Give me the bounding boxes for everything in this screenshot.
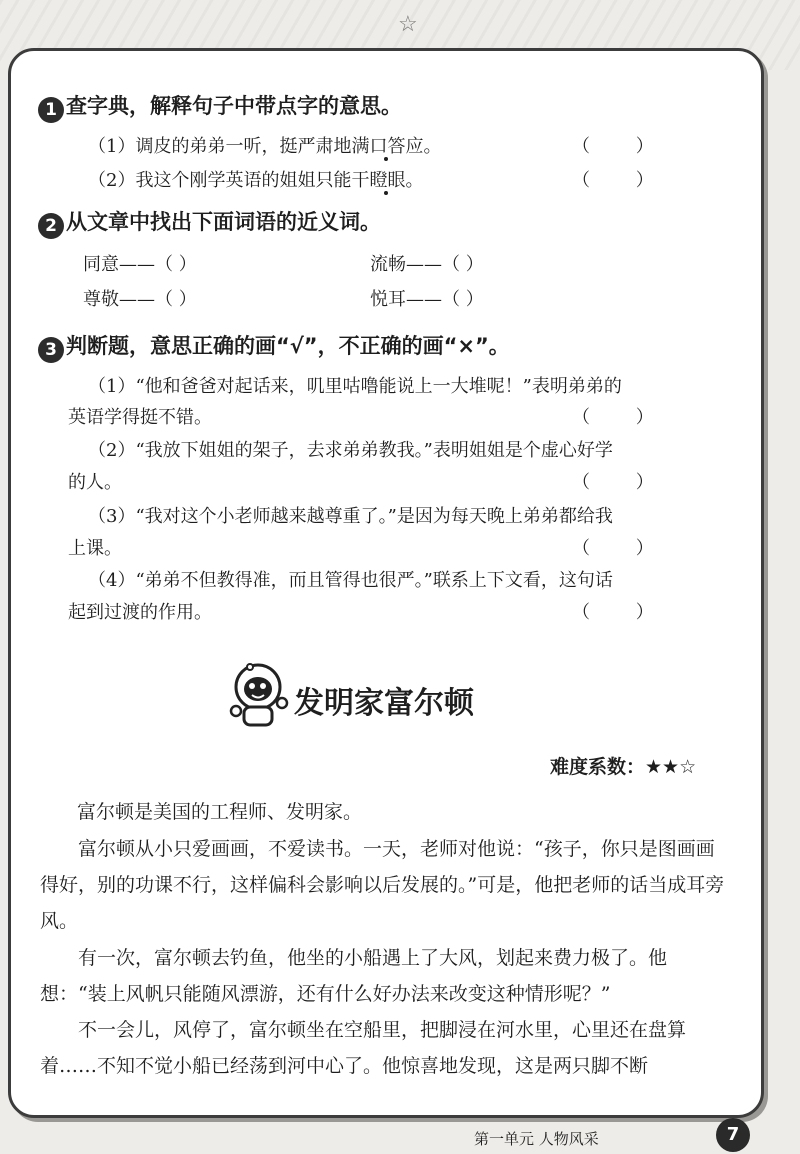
q3-answer-blank-4[interactable]: （ ）	[572, 602, 654, 623]
astronaut-mascot-icon	[228, 655, 290, 731]
difficulty-stars-icon: ★★☆	[645, 756, 697, 778]
q3-item-3-line1: （3）“我对这个小老师越来越尊重了。”是因为每天晚上弟弟都给我	[88, 506, 613, 527]
q1-answer-blank-2[interactable]: （ ）	[572, 170, 654, 191]
q3-answer-blank-3[interactable]: （ ）	[572, 538, 654, 559]
q2-pair-3[interactable]: 尊敬——（ ）	[83, 289, 197, 310]
q3-item-2-line2: 的人。	[68, 472, 122, 493]
q3-item-4-line2: 起到过渡的作用。	[68, 602, 212, 623]
q2-title: 从文章中找出下面词语的近义词。	[66, 210, 381, 234]
q3-item-2-line1: （2）“我放下姐姐的架子，去求弟弟教我。”表明姐姐是个虚心好学	[88, 440, 613, 461]
q3-title: 判断题，意思正确的画“√”，不正确的画“×”。	[66, 334, 510, 358]
q1-item-2: （2）我这个刚学英语的姐姐只能干瞪眼。	[88, 170, 424, 191]
q1-answer-blank-1[interactable]: （ ）	[572, 136, 654, 157]
page-number: 7	[716, 1118, 750, 1152]
q2-pair-2[interactable]: 流畅——（ ）	[370, 254, 484, 275]
q3-item-1-line2: 英语学得挺不错。	[68, 407, 212, 428]
q1-item-1: （1）调皮的弟弟一听，挺严肃地满口答应。	[88, 136, 442, 157]
q3-number-badge: 3	[38, 337, 64, 363]
q3-item-1-line1: （1）“他和爸爸对起话来，叽里咕噜能说上一大堆呢！”表明弟弟的	[88, 376, 622, 397]
story-title: 发明家富尔顿	[294, 686, 474, 721]
story-paragraph-2: 富尔顿从小只爱画画，不爱读书。一天，老师对他说：“孩子，你只是图画画得好，别的功课不行，这样偏科会影响以后发展的。”可是，他把老师的话当成耳旁风。	[40, 838, 725, 932]
q1-title: 查字典，解释句子中带点字的意思。	[66, 94, 402, 118]
q1-heading	[38, 90, 402, 123]
q3-answer-blank-1[interactable]: （ ）	[572, 407, 654, 428]
q2-heading	[38, 206, 381, 239]
q2-number-badge: 2	[38, 213, 64, 239]
unit-footer: 第一单元 人物风采	[474, 1130, 599, 1148]
q2-pair-1[interactable]: 同意——（ ）	[83, 254, 197, 275]
q2-pair-4[interactable]: 悦耳——（ ）	[370, 289, 484, 310]
story-paragraph-1: 富尔顿是美国的工程师、发明家。	[77, 801, 363, 823]
star-decoration-icon: ☆	[398, 12, 418, 37]
q3-item-3-line2: 上课。	[68, 538, 122, 559]
emphasis-dot	[384, 157, 388, 161]
q3-answer-blank-2[interactable]: （ ）	[572, 472, 654, 493]
q1-number-badge: 1	[38, 97, 64, 123]
difficulty-label: 难度系数：	[550, 756, 646, 778]
emphasis-dot	[384, 191, 388, 195]
difficulty-rating	[550, 752, 696, 779]
q3-heading	[38, 330, 510, 363]
q3-item-4-line1: （4）“弟弟不但教得准，而且管得也很严。”联系上下文看，这句话	[88, 570, 613, 591]
story-paragraph-3: 有一次，富尔顿去钓鱼，他坐的小船遇上了大风，划起来费力极了。他想：“装上风帆只能随风漂游，还有什么好办法来改变这种情形呢？”	[40, 947, 668, 1005]
story-paragraph-4: 不一会儿，风停了，富尔顿坐在空船里，把脚浸在河水里，心里还在盘算着……不知不觉小船已经荡到河中心了。他惊喜地发现，这是两只脚不断	[40, 1019, 687, 1077]
